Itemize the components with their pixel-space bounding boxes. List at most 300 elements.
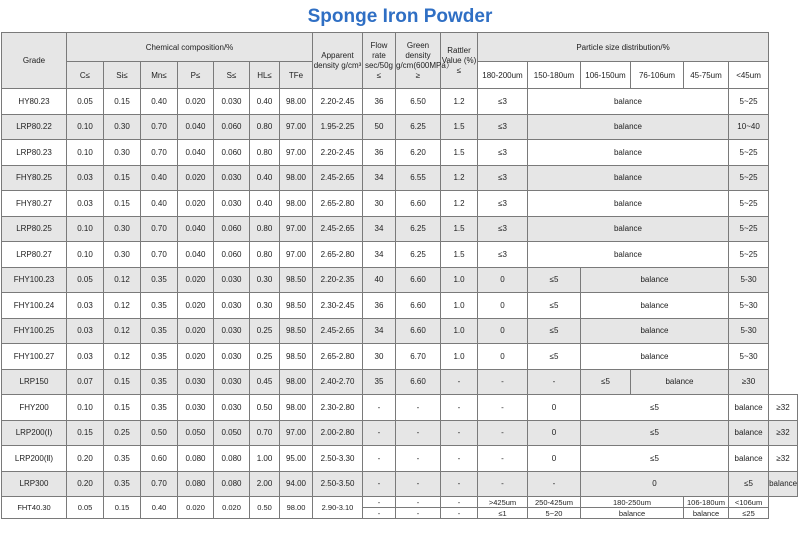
value-cell: 0.030 [214, 344, 250, 370]
value-cell: 0.40 [141, 497, 178, 519]
psd-cell: ≤5 [528, 318, 581, 344]
value-cell: 0.020 [178, 318, 214, 344]
apparent-density-header: Apparent density g/cm³ [313, 33, 363, 89]
green-density-header: Green density g/cm(600MPa） ≥ [396, 33, 441, 89]
value-cell: 0.35 [104, 446, 141, 472]
psd-cell: balance [528, 140, 729, 166]
psd-cell: 5~30 [729, 344, 769, 370]
element-header: TFe [280, 62, 313, 89]
value-cell: 2.40-2.70 [313, 369, 363, 395]
value-cell: 2.00 [250, 471, 280, 497]
grade-header: Grade [2, 33, 67, 89]
value-cell: 0.020 [178, 267, 214, 293]
value-cell: 0.020 [178, 293, 214, 319]
value-cell: 98.00 [280, 497, 313, 519]
value-cell: 0.30 [104, 216, 141, 242]
value-cell: 0.060 [214, 140, 250, 166]
value-cell: 0.030 [214, 165, 250, 191]
value-cell: 2.45-2.65 [313, 165, 363, 191]
table-row [2, 471, 798, 497]
value-cell: - [441, 446, 478, 472]
value-cell: 98.00 [280, 89, 313, 115]
value-cell: 0.030 [214, 191, 250, 217]
value-cell: - [363, 497, 396, 508]
value-cell: - [441, 369, 478, 395]
element-header: S≤ [214, 62, 250, 89]
value-cell: 98.50 [280, 318, 313, 344]
psd-cell: balance [528, 165, 729, 191]
grade-cell: FHY80.25 [2, 165, 67, 191]
table-row [2, 267, 798, 293]
value-cell: 0.70 [141, 114, 178, 140]
value-cell: 6.60 [396, 293, 441, 319]
size-header: 76-106um [631, 62, 684, 89]
psd-cell: balance [528, 216, 729, 242]
value-cell: 2.45-2.65 [313, 318, 363, 344]
value-cell: 1.00 [250, 446, 280, 472]
value-cell: 2.20-2.45 [313, 89, 363, 115]
psd-cell: 0 [478, 293, 528, 319]
value-cell: 0.50 [250, 395, 280, 421]
value-cell: 0.30 [250, 267, 280, 293]
value-cell: 34 [363, 165, 396, 191]
value-cell: 0.030 [214, 395, 250, 421]
value-cell: 0.060 [214, 114, 250, 140]
value-cell: 0.040 [178, 114, 214, 140]
value-cell: 40 [363, 267, 396, 293]
psd-cell: 5~30 [729, 293, 769, 319]
table-row [2, 318, 798, 344]
value-cell: - [396, 395, 441, 421]
value-cell: - [363, 395, 396, 421]
psd-cell: ≥32 [769, 446, 798, 472]
grade-cell: LRP150 [2, 369, 67, 395]
value-cell: 34 [363, 242, 396, 268]
table-row [2, 140, 798, 166]
value-cell: 0.70 [141, 216, 178, 242]
psd-cell: ≤5 [528, 267, 581, 293]
value-cell: - [396, 497, 441, 508]
value-cell: 0.50 [250, 497, 280, 519]
value-cell: 2.30-2.80 [313, 395, 363, 421]
psd-cell: balance [528, 242, 729, 268]
value-cell: 50 [363, 114, 396, 140]
value-cell: 0.35 [104, 471, 141, 497]
value-cell: 0.15 [67, 420, 104, 446]
psd-cell: ≤3 [478, 140, 528, 166]
value-cell: 6.60 [396, 318, 441, 344]
psd-cell: 0 [581, 471, 729, 497]
value-cell: 98.50 [280, 267, 313, 293]
grade-cell: HY80.23 [2, 89, 67, 115]
psd-cell: ≤3 [478, 114, 528, 140]
value-cell: 6.55 [396, 165, 441, 191]
psd-cell: balance [729, 420, 769, 446]
value-cell: 0.30 [104, 140, 141, 166]
value-cell: 0.40 [141, 89, 178, 115]
value-cell: 0.15 [104, 369, 141, 395]
psd-cell: balance [631, 369, 729, 395]
size-value-cell: ≤1 [478, 508, 528, 519]
value-cell: 0.060 [214, 242, 250, 268]
value-cell: 2.65-2.80 [313, 344, 363, 370]
psd-cell: 5~25 [729, 242, 769, 268]
psd-cell: ≤3 [478, 242, 528, 268]
value-cell: 98.00 [280, 191, 313, 217]
value-cell: 0.80 [250, 216, 280, 242]
value-cell: 0.030 [214, 267, 250, 293]
psd-cell: - [478, 446, 528, 472]
psd-cell: - [478, 369, 528, 395]
value-cell: 0.030 [214, 318, 250, 344]
value-cell: 1.95-2.25 [313, 114, 363, 140]
size-label-cell: 106-180um [684, 497, 729, 508]
size-label-cell: 180-250um [581, 497, 684, 508]
header-row-1 [2, 33, 798, 62]
table-row [2, 242, 798, 268]
table-row [2, 395, 798, 421]
table-row [2, 344, 798, 370]
value-cell: - [396, 420, 441, 446]
value-cell: 34 [363, 318, 396, 344]
psd-cell: balance [528, 114, 729, 140]
value-cell: - [396, 471, 441, 497]
psd-cell: - [478, 395, 528, 421]
value-cell: 6.25 [396, 114, 441, 140]
value-cell: 95.00 [280, 446, 313, 472]
value-cell: 0.080 [178, 471, 214, 497]
value-cell: 1.2 [441, 191, 478, 217]
psd-cell: balance [581, 344, 729, 370]
size-value-cell: 5~20 [528, 508, 581, 519]
psd-cell: ≤5 [581, 420, 729, 446]
grade-cell: LRP80.27 [2, 242, 67, 268]
size-value-cell: balance [684, 508, 729, 519]
value-cell: 0.020 [178, 89, 214, 115]
psd-cell: 5~25 [729, 216, 769, 242]
size-label-cell: <106um [729, 497, 769, 508]
value-cell: 0.020 [178, 191, 214, 217]
value-cell: 0.30 [104, 114, 141, 140]
value-cell: 0.20 [67, 471, 104, 497]
value-cell: 0.12 [104, 318, 141, 344]
value-cell: 0.40 [250, 165, 280, 191]
value-cell: 97.00 [280, 242, 313, 268]
grade-cell: LRP80.23 [2, 140, 67, 166]
value-cell: 36 [363, 293, 396, 319]
psd-cell: ≤5 [581, 369, 631, 395]
value-cell: 0.12 [104, 344, 141, 370]
grade-cell: FHY100.23 [2, 267, 67, 293]
value-cell: 6.50 [396, 89, 441, 115]
value-cell: 2.65-2.80 [313, 191, 363, 217]
value-cell: 0.020 [178, 344, 214, 370]
value-cell: 1.5 [441, 242, 478, 268]
psd-header: Particle size distribution/% [478, 33, 769, 62]
value-cell: 6.60 [396, 267, 441, 293]
value-cell: 0.030 [214, 89, 250, 115]
value-cell: 0.03 [67, 293, 104, 319]
table-row [2, 191, 798, 217]
size-header: 150-180um [528, 62, 581, 89]
value-cell: 0.25 [250, 318, 280, 344]
value-cell: 98.00 [280, 395, 313, 421]
value-cell: 0.15 [104, 89, 141, 115]
chemical-header: Chemical composition/% [67, 33, 313, 62]
psd-cell: ≤5 [528, 344, 581, 370]
table-row [2, 446, 798, 472]
value-cell: 0.030 [178, 369, 214, 395]
value-cell: 0.03 [67, 318, 104, 344]
value-cell: 0.70 [141, 471, 178, 497]
psd-cell: 0 [528, 395, 581, 421]
value-cell: 0.80 [250, 114, 280, 140]
value-cell: 0.50 [141, 420, 178, 446]
value-cell: 0.35 [141, 318, 178, 344]
value-cell: 1.5 [441, 216, 478, 242]
value-cell: 0.40 [250, 89, 280, 115]
value-cell: 1.5 [441, 114, 478, 140]
value-cell: 1.0 [441, 293, 478, 319]
table-row [2, 216, 798, 242]
value-cell: - [396, 446, 441, 472]
value-cell: 0.040 [178, 140, 214, 166]
size-header: 106-150um [581, 62, 631, 89]
psd-cell: 5~25 [729, 165, 769, 191]
value-cell: 1.2 [441, 165, 478, 191]
value-cell: 30 [363, 191, 396, 217]
value-cell: 0.03 [67, 344, 104, 370]
value-cell: 0.020 [178, 165, 214, 191]
value-cell: 2.30-2.45 [313, 293, 363, 319]
value-cell: 0.15 [104, 395, 141, 421]
value-cell: 36 [363, 89, 396, 115]
flow-rate-header: Flow rate sec/50g ≤ [363, 33, 396, 89]
value-cell: 1.0 [441, 267, 478, 293]
value-cell: 0.10 [67, 395, 104, 421]
grade-cell: LRP80.25 [2, 216, 67, 242]
value-cell: 35 [363, 369, 396, 395]
value-cell: 1.2 [441, 89, 478, 115]
value-cell: - [363, 471, 396, 497]
value-cell: 0.10 [67, 140, 104, 166]
element-header: HL≤ [250, 62, 280, 89]
value-cell: 0.050 [214, 420, 250, 446]
grade-cell: FHT40.30 [2, 497, 67, 519]
value-cell: 0.30 [104, 242, 141, 268]
sponge-iron-table [1, 32, 798, 519]
psd-cell: - [528, 471, 581, 497]
value-cell: 6.25 [396, 216, 441, 242]
value-cell: 98.50 [280, 344, 313, 370]
psd-cell: - [478, 471, 528, 497]
value-cell: 0.10 [67, 114, 104, 140]
value-cell: 2.20-2.35 [313, 267, 363, 293]
value-cell: 34 [363, 216, 396, 242]
value-cell: 97.00 [280, 216, 313, 242]
value-cell: 0.050 [178, 420, 214, 446]
psd-cell: ≤3 [478, 89, 528, 115]
value-cell: 0.030 [214, 293, 250, 319]
value-cell: 0.05 [67, 267, 104, 293]
size-value-cell: balance [581, 508, 684, 519]
value-cell: 0.07 [67, 369, 104, 395]
size-header: <45um [729, 62, 769, 89]
psd-cell: 0 [478, 318, 528, 344]
page-title: Sponge Iron Powder [307, 6, 493, 27]
value-cell: 0.15 [104, 191, 141, 217]
psd-cell: 5~25 [729, 89, 769, 115]
psd-cell: ≤3 [478, 191, 528, 217]
psd-cell: 5~25 [729, 140, 769, 166]
value-cell: 0.45 [250, 369, 280, 395]
value-cell: 0.080 [178, 446, 214, 472]
psd-cell: balance [581, 293, 729, 319]
rattler-header: Rattler Value (%) ≤ [441, 33, 478, 89]
value-cell: 0.35 [141, 395, 178, 421]
psd-cell: ≥30 [729, 369, 769, 395]
psd-cell: 5-30 [729, 267, 769, 293]
psd-cell: 0 [528, 446, 581, 472]
psd-cell: 0 [478, 344, 528, 370]
value-cell: 0.05 [67, 89, 104, 115]
element-header: C≤ [67, 62, 104, 89]
psd-cell: ≤3 [478, 216, 528, 242]
psd-cell: balance [528, 89, 729, 115]
psd-cell: balance [581, 267, 729, 293]
psd-cell: 5-30 [729, 318, 769, 344]
value-cell: 0.080 [214, 446, 250, 472]
psd-cell: balance [729, 395, 769, 421]
table-row [2, 89, 798, 115]
value-cell: 0.80 [250, 242, 280, 268]
psd-cell: 0 [478, 267, 528, 293]
value-cell: - [363, 446, 396, 472]
size-header: 180-200um [478, 62, 528, 89]
table-row [2, 165, 798, 191]
value-cell: 0.35 [141, 267, 178, 293]
value-cell: 0.03 [67, 191, 104, 217]
value-cell: 6.70 [396, 344, 441, 370]
grade-cell: LRP200(Ⅰ) [2, 420, 67, 446]
value-cell: - [441, 420, 478, 446]
value-cell: 0.70 [250, 420, 280, 446]
value-cell: 30 [363, 344, 396, 370]
value-cell: 0.80 [250, 140, 280, 166]
value-cell: 2.50-3.50 [313, 471, 363, 497]
value-cell: 2.65-2.80 [313, 242, 363, 268]
value-cell: 0.03 [67, 165, 104, 191]
value-cell: 0.040 [178, 216, 214, 242]
grade-cell: FHY80.27 [2, 191, 67, 217]
psd-cell: balance [729, 446, 769, 472]
table-row [2, 369, 798, 395]
table-row [2, 420, 798, 446]
grade-cell: LRP200(Ⅱ) [2, 446, 67, 472]
psd-cell: 10~40 [729, 114, 769, 140]
value-cell: - [363, 420, 396, 446]
psd-cell: balance [528, 191, 729, 217]
table-row-last-a [2, 497, 798, 508]
value-cell: 0.12 [104, 267, 141, 293]
value-cell: 0.30 [250, 293, 280, 319]
value-cell: - [441, 471, 478, 497]
value-cell: 0.25 [104, 420, 141, 446]
value-cell: 1.5 [441, 140, 478, 166]
value-cell: 0.40 [250, 191, 280, 217]
value-cell: 0.080 [214, 471, 250, 497]
value-cell: - [441, 508, 478, 519]
psd-cell: ≤3 [478, 165, 528, 191]
value-cell: 94.00 [280, 471, 313, 497]
value-cell: 6.25 [396, 242, 441, 268]
value-cell: 98.50 [280, 293, 313, 319]
size-label-cell: >425um [478, 497, 528, 508]
element-header: P≤ [178, 62, 214, 89]
value-cell: 2.90-3.10 [313, 497, 363, 519]
value-cell: 0.15 [104, 165, 141, 191]
grade-cell: FHY100.24 [2, 293, 67, 319]
value-cell: 0.030 [214, 369, 250, 395]
psd-cell: - [528, 369, 581, 395]
size-header: 45-75um [684, 62, 729, 89]
value-cell: 0.10 [67, 216, 104, 242]
value-cell: 0.05 [67, 497, 104, 519]
value-cell: 0.70 [141, 140, 178, 166]
value-cell: 2.20-2.45 [313, 140, 363, 166]
psd-cell: - [478, 420, 528, 446]
size-value-cell: ≤25 [729, 508, 769, 519]
value-cell: 0.20 [67, 446, 104, 472]
psd-cell: balance [581, 318, 729, 344]
value-cell: 0.040 [178, 242, 214, 268]
element-header: Mn≤ [141, 62, 178, 89]
value-cell: 2.00-2.80 [313, 420, 363, 446]
value-cell: 97.00 [280, 420, 313, 446]
table-row [2, 293, 798, 319]
value-cell: 1.0 [441, 318, 478, 344]
value-cell: 0.40 [141, 165, 178, 191]
value-cell: 0.060 [214, 216, 250, 242]
value-cell: 0.12 [104, 293, 141, 319]
psd-cell: ≥32 [769, 395, 798, 421]
value-cell: 0.020 [178, 497, 214, 519]
value-cell: 0.020 [214, 497, 250, 519]
value-cell: 97.00 [280, 114, 313, 140]
element-header: Si≤ [104, 62, 141, 89]
psd-cell: ≤5 [581, 446, 729, 472]
value-cell: 2.45-2.65 [313, 216, 363, 242]
grade-cell: LRP80.22 [2, 114, 67, 140]
value-cell: 0.10 [67, 242, 104, 268]
psd-cell: ≤5 [581, 395, 729, 421]
value-cell: 0.15 [104, 497, 141, 519]
psd-cell: ≥32 [769, 420, 798, 446]
value-cell: - [441, 497, 478, 508]
psd-cell: 0 [528, 420, 581, 446]
grade-cell: FHY200 [2, 395, 67, 421]
grade-cell: LRP300 [2, 471, 67, 497]
value-cell: 6.60 [396, 191, 441, 217]
value-cell: - [441, 395, 478, 421]
value-cell: 6.20 [396, 140, 441, 166]
value-cell: 0.70 [141, 242, 178, 268]
value-cell: 6.60 [396, 369, 441, 395]
value-cell: - [363, 508, 396, 519]
value-cell: 0.35 [141, 369, 178, 395]
value-cell: 0.25 [250, 344, 280, 370]
psd-cell: ≤5 [528, 293, 581, 319]
